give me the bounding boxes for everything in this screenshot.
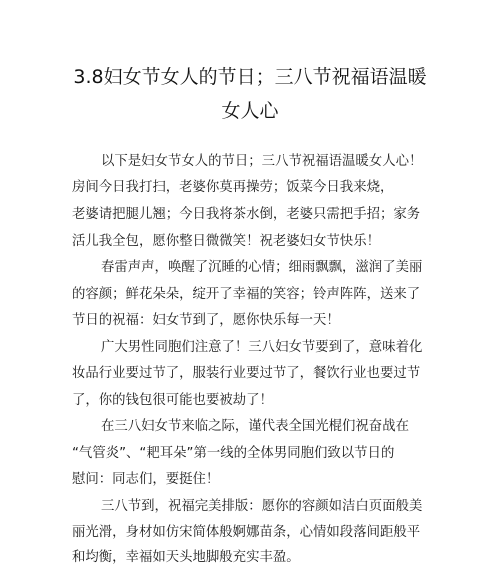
document-title: 3.8妇女节女人的节日；三八节祝福语温暖 [73, 66, 427, 88]
paragraph-5-line-1: 三八节到，祝福完美排版：愿你的容颜如洁白页面般美 [101, 499, 423, 514]
paragraph-1-line-1: 以下是妇女节女人的节日；三八节祝福语温暖女人心！ [101, 154, 423, 169]
paragraph-1-line-2: 房间今日我打扫，老婆你莫再操劳；饭菜今日我来烧， [72, 180, 394, 195]
document-title-continuation: 女人心 [221, 100, 279, 122]
paragraph-1-line-3: 老婆请把腿儿翘；今日我将茶水倒，老婆只需把手招；家务 [72, 207, 421, 222]
paragraph-1-line-4: 活儿我全包，愿你整日微微笑！祝老婆妇女节快乐！ [72, 234, 380, 249]
paragraph-5-line-3: 和均衡，幸福如天头地脚般充实丰盈。 [72, 550, 300, 565]
paragraph-3-line-1: 广大男性同胞们注意了！三八妇女节要到了，意味着化 [101, 340, 423, 355]
paragraph-4-line-2: “气管炎”、“耙耳朵”第一线的全体男同胞们致以节日的 [72, 446, 395, 461]
paragraph-2-line-2: 的容颜；鲜花朵朵，绽开了幸福的笑容；铃声阵阵，送来了 [72, 287, 421, 302]
paragraph-5-line-2: 丽光滑，身材如仿宋简体般婀娜苗条，心情如段落间距般平 [72, 525, 421, 540]
paragraph-3-line-3: 了，你的钱包很可能也要被劫了！ [72, 393, 273, 408]
paragraph-4-line-1: 在三八妇女节来临之际，谨代表全国光棍们祝奋战在 [101, 419, 409, 434]
paragraph-4-line-3: 慰问：同志们，要挺住！ [72, 472, 220, 487]
paragraph-2-line-1: 春雷声声，唤醒了沉睡的心情；细雨飘飘，滋润了美丽 [101, 260, 423, 275]
paragraph-3-line-2: 妆品行业要过节了，服装行业要过节了，餐饮行业也要过节 [72, 366, 421, 381]
paragraph-2-line-3: 节日的祝福：妇女节到了，愿你快乐每一天！ [72, 313, 340, 328]
